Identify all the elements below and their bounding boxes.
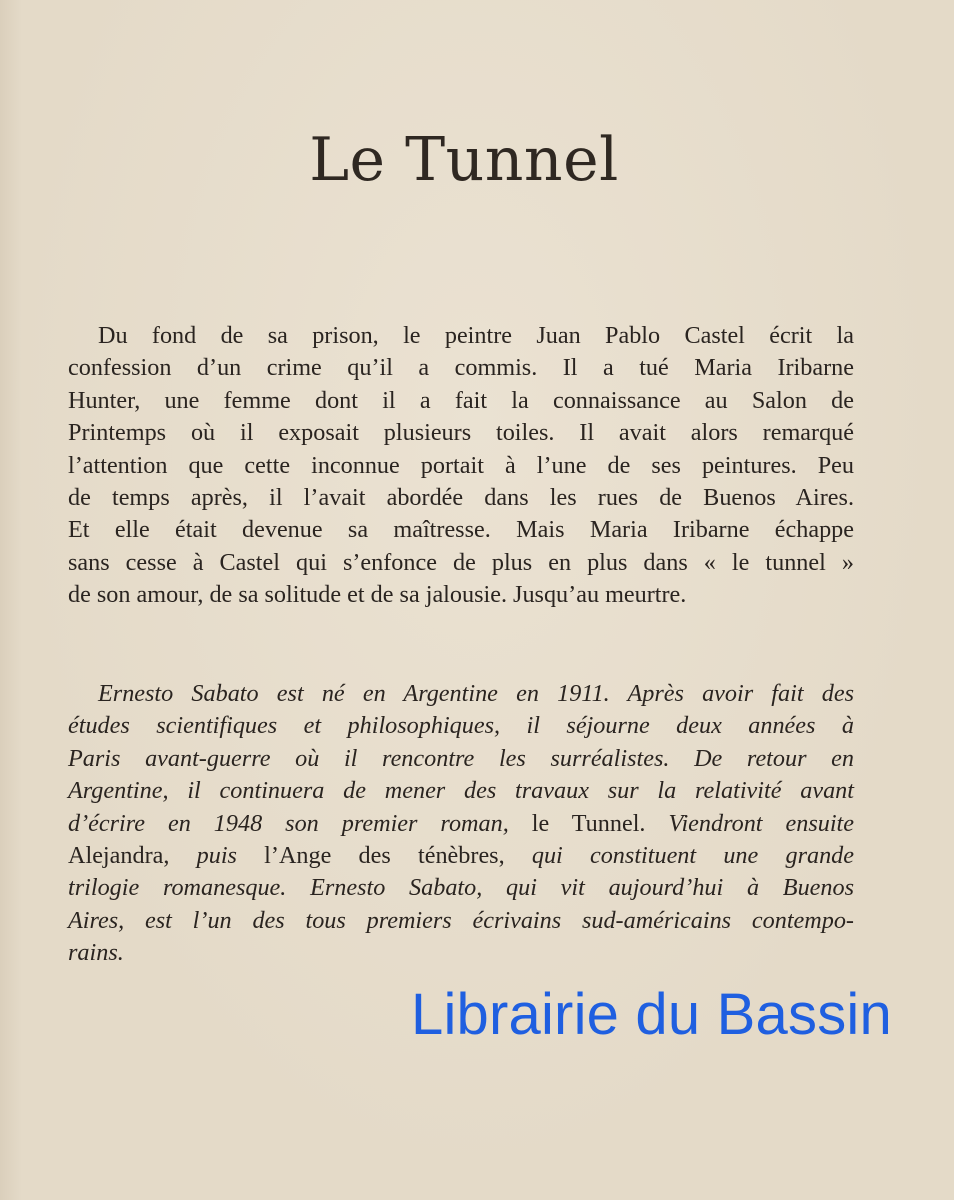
bio-line — [68, 808, 854, 840]
book-title-reference: Alejandra, — [68, 842, 170, 870]
synopsis-line: confession d’un crime qu’il a commis. Il a tué Maria Iribarne — [68, 354, 854, 382]
bio-line: Ernesto Sabato est né en Argentine en 1911. Après avoir fait des — [98, 680, 854, 707]
book-title-reference: l’Ange des ténèbres, — [264, 842, 505, 870]
book-title: Le Tunnel — [309, 125, 619, 195]
bio-line: Aires, est l’un des tous premiers écrivains sud-américains contempo- — [68, 906, 854, 934]
bio-line: rains. — [68, 939, 124, 967]
synopsis-line: Et elle était devenue sa maîtresse. Mais Maria Iribarne échappe — [68, 516, 854, 544]
synopsis-line: sans cesse à Castel qui s’enfonce de plus en plus dans « le tunnel » — [68, 548, 854, 576]
bio-line: Argentine, il continuera de mener des travaux sur la relativité avant — [68, 777, 854, 805]
bio-text: Viendront ensuite — [668, 809, 855, 837]
bio-line: études scientifiques et philosophiques, il séjourne deux années à — [68, 712, 854, 740]
synopsis-line: l’attention que cette inconnue portait à l’une de ses peintures. Peu — [68, 451, 854, 479]
bio-text: puis — [196, 842, 237, 870]
bio-line — [68, 840, 854, 872]
bio-text: d’écrire en 1948 son premier roman, — [68, 809, 509, 837]
synopsis-line: Printemps où il exposait plusieurs toiles. Il avait alors remarqué — [68, 419, 854, 447]
book-title-reference: le Tunnel. — [531, 809, 646, 837]
synopsis-line: Du fond de sa prison, le peintre Juan Pablo Castel écrit la — [98, 322, 854, 349]
bio-line: Paris avant-guerre où il rencontre les surréalistes. De retour en — [68, 744, 854, 772]
bio-text: qui constituent une grande — [531, 842, 854, 870]
bookseller-watermark: Librairie du Bassin — [411, 982, 892, 1047]
bio-line: trilogie romanesque. Ernesto Sabato, qui vit aujourd’hui à Buenos — [68, 874, 854, 902]
synopsis-line: de temps après, il l’avait abordée dans les rues de Buenos Aires. — [68, 484, 854, 512]
synopsis-line: de son amour, de sa solitude et de sa jalousie. Jusqu’au meurtre. — [68, 581, 687, 609]
author-bio-paragraph — [68, 678, 854, 970]
synopsis-line: Hunter, une femme dont il a fait la connaissance au Salon de — [68, 386, 854, 414]
synopsis-paragraph — [68, 320, 854, 612]
